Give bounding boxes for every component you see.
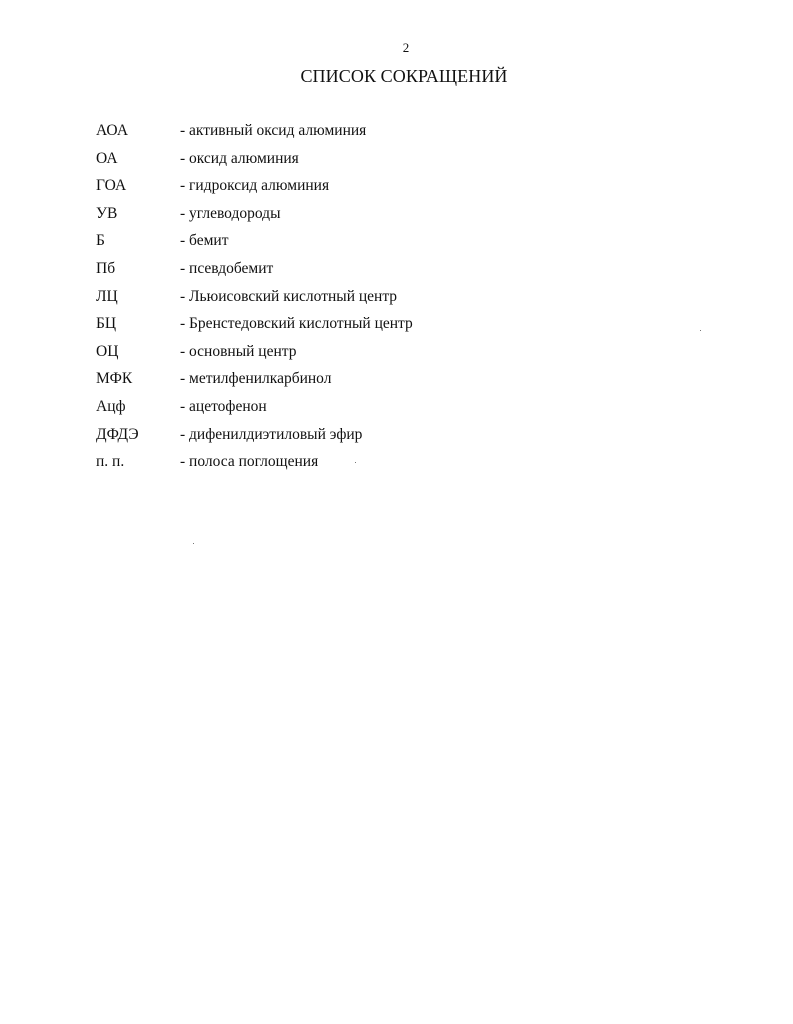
- abbreviation-term: БЦ: [96, 315, 117, 333]
- abbreviation-term: АОА: [96, 122, 129, 139]
- abbreviation-definition: - Льюисовский кислотный центр: [180, 287, 398, 305]
- abbreviation-term: п. п.: [96, 453, 125, 471]
- abbreviation-term: ОЦ: [96, 342, 119, 360]
- abbreviation-term: УВ: [96, 204, 118, 222]
- abbreviation-term: ОА: [96, 149, 118, 167]
- page-title: СПИСОК СОКРАЩЕНИЙ: [300, 66, 508, 86]
- abbreviation-definition: - полоса поглощения: [180, 453, 319, 471]
- abbreviation-term: ЛЦ: [96, 287, 118, 305]
- abbreviation-definition: - бемит: [180, 232, 229, 250]
- abbreviation-definition: - дифенилдиэтиловый эфир: [180, 425, 363, 443]
- abbreviation-term: Пб: [96, 259, 116, 277]
- abbreviation-definition: - псевдобемит: [180, 259, 274, 277]
- abbreviation-term: МФК: [96, 370, 133, 388]
- scan-speck: [355, 462, 356, 463]
- abbreviation-term: Б: [96, 232, 105, 250]
- abbreviation-definition: - ацетофенон: [180, 397, 267, 415]
- abbreviation-definition: - основный центр: [180, 342, 297, 360]
- abbreviation-definition: - углеводороды: [180, 204, 281, 222]
- abbreviation-definition: - Бренстедовский кислотный центр: [180, 315, 413, 333]
- abbreviation-definition: - метилфенилкарбинол: [180, 370, 332, 388]
- abbreviation-term: ГОА: [96, 177, 127, 195]
- abbreviation-definition: - гидроксид алюминия: [180, 177, 330, 195]
- abbreviation-term: ДФДЭ: [96, 425, 139, 443]
- abbreviation-term: Ацф: [96, 397, 126, 415]
- abbreviation-definition: - оксид алюминия: [180, 149, 299, 167]
- abbreviation-definition: - активный оксид алюминия: [180, 122, 367, 139]
- scan-speck: [193, 543, 194, 544]
- scan-speck: [700, 330, 701, 331]
- page-number: 2: [402, 40, 410, 55]
